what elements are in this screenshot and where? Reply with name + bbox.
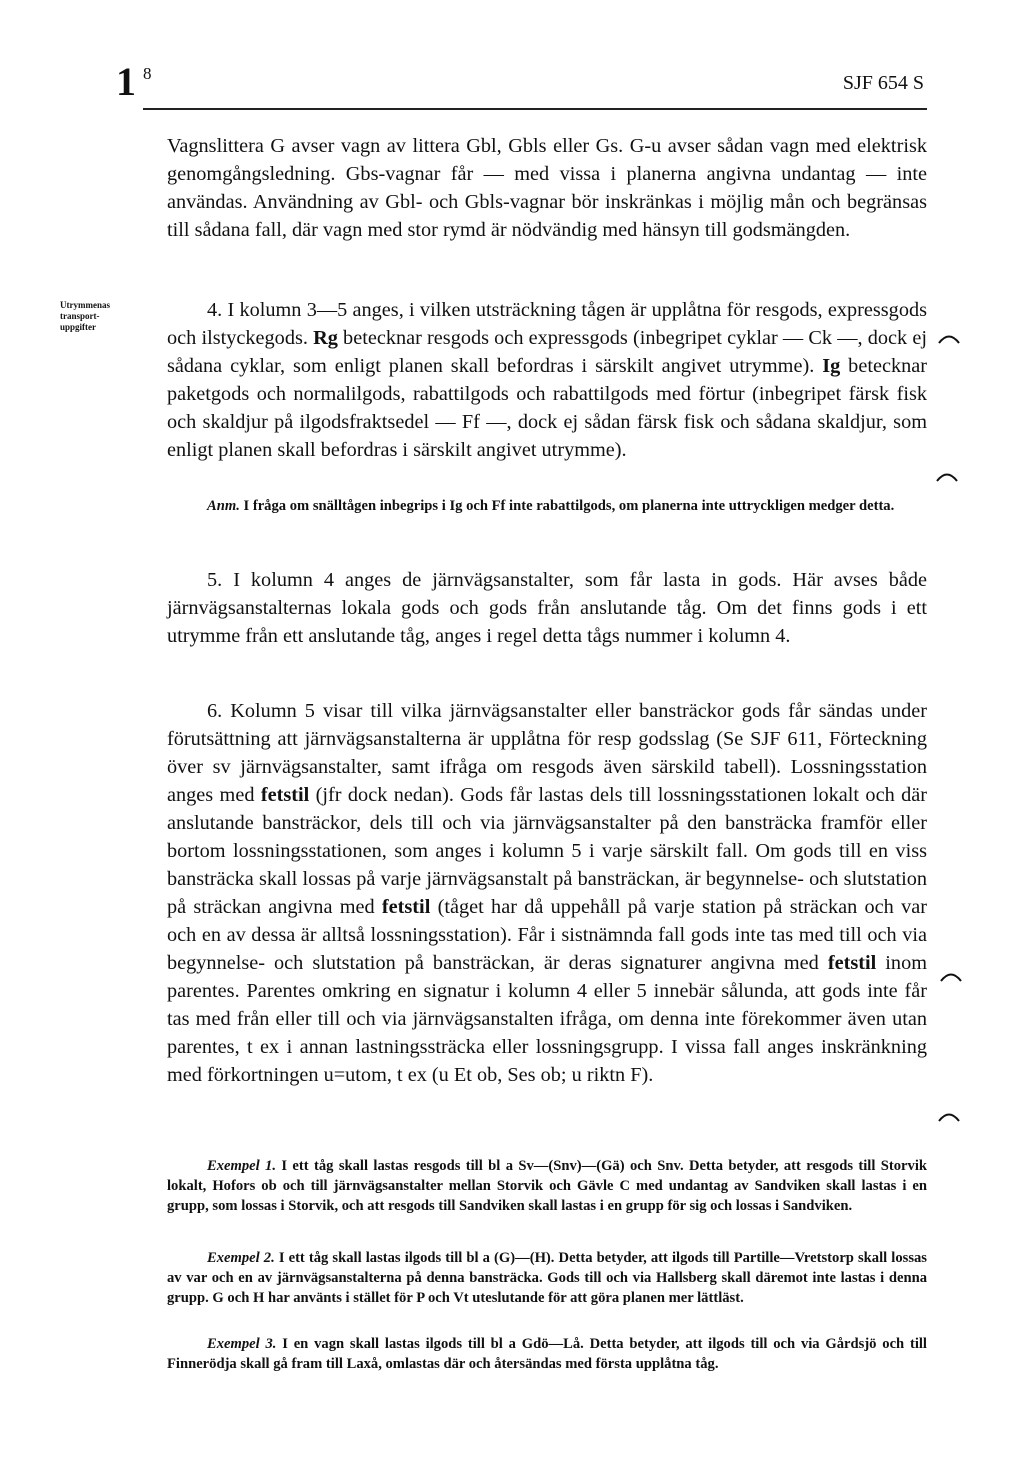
change-mark-icon: [938, 1110, 960, 1122]
rg-definition: betecknar resgods och expressgods (inbegripet cyklar — Ck —, dock ej sådana cyklar, som enligt planen skall befordras i särskilt angivet utrymme).: [167, 327, 927, 377]
intro-paragraph: [167, 132, 927, 244]
example-3: [167, 1334, 927, 1374]
section-6-part-a: 6. Kolumn 5 visar till vilka järnvägsanstalter eller bansträckor gods får sändas under förutsättning att järnvägsanstalterna är upplåtna för resp godsslag (Se SJF 611, Förteckning över sv järnvägsanstalter, samt ifråga om resgods även särskild tabell). Lossningsstation anges med: [167, 700, 927, 806]
page-section-mark: 1: [116, 59, 136, 104]
section-6-part-g: inom parentes. Parentes omkring en signatur i kolumn 4 eller 5 innebär sålunda, att gods inte får tas med från eller till och via järnvägsanstalten ifråga, om denna inte förekommer även utan parentes, t ex i annan lastningssträcka eller lossningsgrupp. I vissa fall anges inskränkning med förkortningen u=utom, t ex (u Et ob, Ses ob; u riktn F).: [167, 952, 927, 1086]
example-text: I ett tåg skall lastas resgods till bl a Sv—(Snv)—(Gä) och Snv. Detta betyder, att resgods till Storvik lokalt, Hofors ob och till järnvägsanstalter mellan Storvik och Gävle C med undantag av Sandviken skall lastas i en grupp, som lossas i Storvik, och att resgods till Sandviken skall lastas i en grupp för sig och lossas i Sandviken.: [167, 1158, 927, 1214]
section-4: [167, 296, 927, 464]
section-5-text: 5. I kolumn 4 anges de järnvägsanstalter, som får lasta in gods. Här avses både järnvägsanstalternas lokala gods och gods från anslutande tåg. Om det finns gods i ett utrymme från ett anslutande tåg, anges i regel detta tågs nummer i kolumn 4.: [167, 569, 927, 647]
bold-term: fetstil: [260, 784, 310, 806]
margin-note-line: transport-: [60, 311, 100, 321]
change-mark-icon: [936, 470, 958, 482]
section-5: [167, 566, 927, 650]
section-6-part-e: (tåget har då uppehåll på varje station på sträckan och var och en av dessa är alltså lossningsstation). Får i sistnämnda fall gods inte tas med till och via begynnelse- och slutstation på bansträckan, är deras signaturer angivna med: [167, 896, 927, 974]
example-text: I ett tåg skall lastas ilgods till bl a (G)—(H). Detta betyder, att ilgods till Partille—Vretstorp skall lossas av var och en av järnvägsanstalterna på denna bansträcka. Gods till och via Hallsberg skall däremot inte lastas i denna grupp. G och H har använts i stället för P och Vt uteslutande för att göra planen mer lättläst.: [167, 1250, 927, 1306]
example-label: Exempel 3.: [207, 1336, 277, 1352]
intro-text: Vagnslittera G avser vagn av littera Gbl, Gbls eller Gs. G-u avser sådan vagn med elektrisk genomgångsledning. Gbs-vagnar får — med vissa i planerna angivna undantag — inte användas. Användning av Gbl- och Gbls-vagnar bör inskränkas i möjlig mån och begränsas till sådana fall, där vagn med stor rymd är nödvändig med hänsyn till godsmängden.: [167, 135, 927, 241]
ig-definition: betecknar paketgods och normalilgods, rabattilgods och rabattilgods med förtur (inbegripet färsk fisk och skaldjur på ilgodsfraktsedel — Ff —, dock ej sådan färsk fisk och sådana skaldjur, som enligt planen skall befordras i särskilt angivet utrymme).: [167, 355, 927, 461]
margin-note-line: uppgifter: [60, 322, 96, 332]
note-text: I fråga om snälltågen inbegrips i Ig och Ff inte rabattilgods, om planerna inte uttryckligen medger detta.: [239, 498, 895, 514]
note-label: Anm.: [207, 498, 240, 514]
bold-term: fetstil: [827, 952, 877, 974]
example-label: Exempel 2.: [207, 1250, 275, 1266]
example-1: [167, 1156, 927, 1216]
bold-term: fetstil: [381, 896, 431, 918]
ig-term: Ig: [822, 355, 841, 377]
section-6: [167, 697, 927, 1089]
example-2: [167, 1248, 927, 1308]
example-text: I en vagn skall lastas ilgods till bl a Gdö—Lå. Detta betyder, att ilgods till och via Gårdsjö och till Finnerödja skall gå fram till Laxå, omlastas där och återsändas med första upplåtna tåg.: [167, 1336, 927, 1372]
section-4-note: [167, 496, 927, 516]
change-mark-icon: [938, 332, 960, 344]
document-code: SJF 654 S: [842, 72, 924, 94]
section-4-text: [167, 296, 927, 464]
margin-note-line: Utrymmenas: [60, 300, 110, 310]
page-number: 8: [143, 64, 152, 83]
margin-note: [60, 300, 150, 333]
section-6-part-c: (jfr dock nedan). Gods får lastas dels till lossningsstationen lokalt och där anslutande bansträckor, dels till och via järnvägsanstalter på den bansträcka framför eller bortom lossningsstationen, som anges i kolumn 5 i varje särskilt fall. Om gods till en viss bansträcka skall lossas på varje järnvägsanstalt på bansträckan, är begynnelse- och slutstation på sträckan angivna med: [167, 784, 927, 918]
section-6-text: [167, 697, 927, 1089]
section-4-intro: 4. I kolumn 3—5 anges, i vilken utsträckning tågen är upplåtna för resgods, expressgods och ilstyckegods.: [167, 299, 927, 349]
example-label: Exempel 1.: [207, 1158, 277, 1174]
rg-term: Rg: [313, 327, 338, 349]
change-mark-icon: [940, 970, 962, 982]
header-rule: [143, 108, 927, 110]
